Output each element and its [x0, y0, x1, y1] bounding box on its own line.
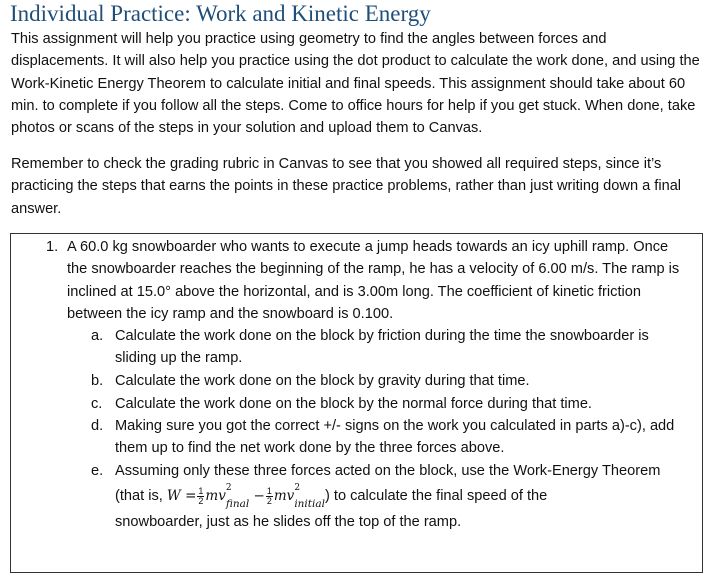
problem-statement: A 60.0 kg snowboarder who wants to execute a jump heads towards an icy uphill ramp. Once the snowboarder reaches the beginning of the ramp, he has a velocity of 6.00 m/s. The ramp is inclined at 15.0° above the horizontal, and is 3.00m long. The coefficient of kinetic friction between the icy ramp and the snowboard is 0.100.: [67, 239, 680, 322]
mv-initial: [273, 483, 325, 510]
part-d-text: Making sure you got the correct +/- signs on the work you calculated in parts a)-c), add them up to find the net work done by the three forces above.: [115, 418, 675, 457]
final-subscript: final: [225, 497, 250, 510]
half-fraction-2: [266, 487, 273, 506]
mv-symbol-2: mv: [273, 488, 295, 504]
part-d-label: d.: [91, 418, 104, 434]
work-symbol: W: [166, 488, 181, 504]
part-e-text: Assuming only these three forces acted on the block, use the Work-Energy Theorem: [115, 463, 661, 479]
part-a-label: a.: [91, 328, 104, 344]
mv-symbol: mv: [205, 488, 226, 504]
part-e-continuation: snowboarder, just as he slides off the top of the ramp.: [115, 514, 462, 530]
mv-final: [205, 483, 250, 510]
part-e-formula-line: [115, 485, 675, 512]
initial-subscript: initial: [294, 497, 325, 510]
part-c-label: c.: [91, 396, 103, 412]
squared-exponent: 2: [225, 483, 232, 493]
minus-sign: −: [249, 488, 265, 504]
equals-sign: =: [180, 488, 197, 504]
page-title: Individual Practice: Work and Kinetic Energy: [10, 1, 431, 26]
part-e-label: e.: [91, 463, 104, 479]
intro-paragraph: This assignment will help you practice using geometry to find the angles between forces and displacements. It will also help you practice using the dot product to calculate the work done, and using the Work-Kinetic Energy Theorem to calculate initial and final speeds. This assignment should take about 60 min. to complete if you follow all the steps. Come to office hours for help if you get stuck. When done, take photos or scans of the steps in your solution and upload them to Canvas.: [11, 31, 700, 137]
part-b-text: Calculate the work done on the block by gravity during that time.: [115, 373, 530, 389]
half-fraction: [197, 487, 204, 506]
formula-prefix: (that is,: [115, 488, 167, 504]
fraction-numerator: 1: [198, 485, 204, 496]
fraction-denominator-2: 2: [266, 495, 272, 506]
formula-suffix: ) to calculate the final speed of the: [325, 488, 548, 504]
part-c-text: Calculate the work done on the block by the normal force during that time.: [115, 396, 592, 412]
squared-exponent-2: 2: [294, 483, 301, 493]
part-b-label: b.: [91, 373, 104, 389]
problem-number: 1.: [46, 239, 59, 255]
rubric-paragraph: Remember to check the grading rubric in Canvas to see that you showed all required steps, since it’s practicing the steps that earns the points in these practice problems, rather than just writing down a final answer.: [11, 156, 682, 217]
fraction-numerator-2: 1: [266, 485, 272, 496]
part-a-text: Calculate the work done on the block by friction during the time the snowboarder is sliding up the ramp.: [115, 328, 649, 367]
fraction-denominator: 2: [198, 495, 204, 506]
